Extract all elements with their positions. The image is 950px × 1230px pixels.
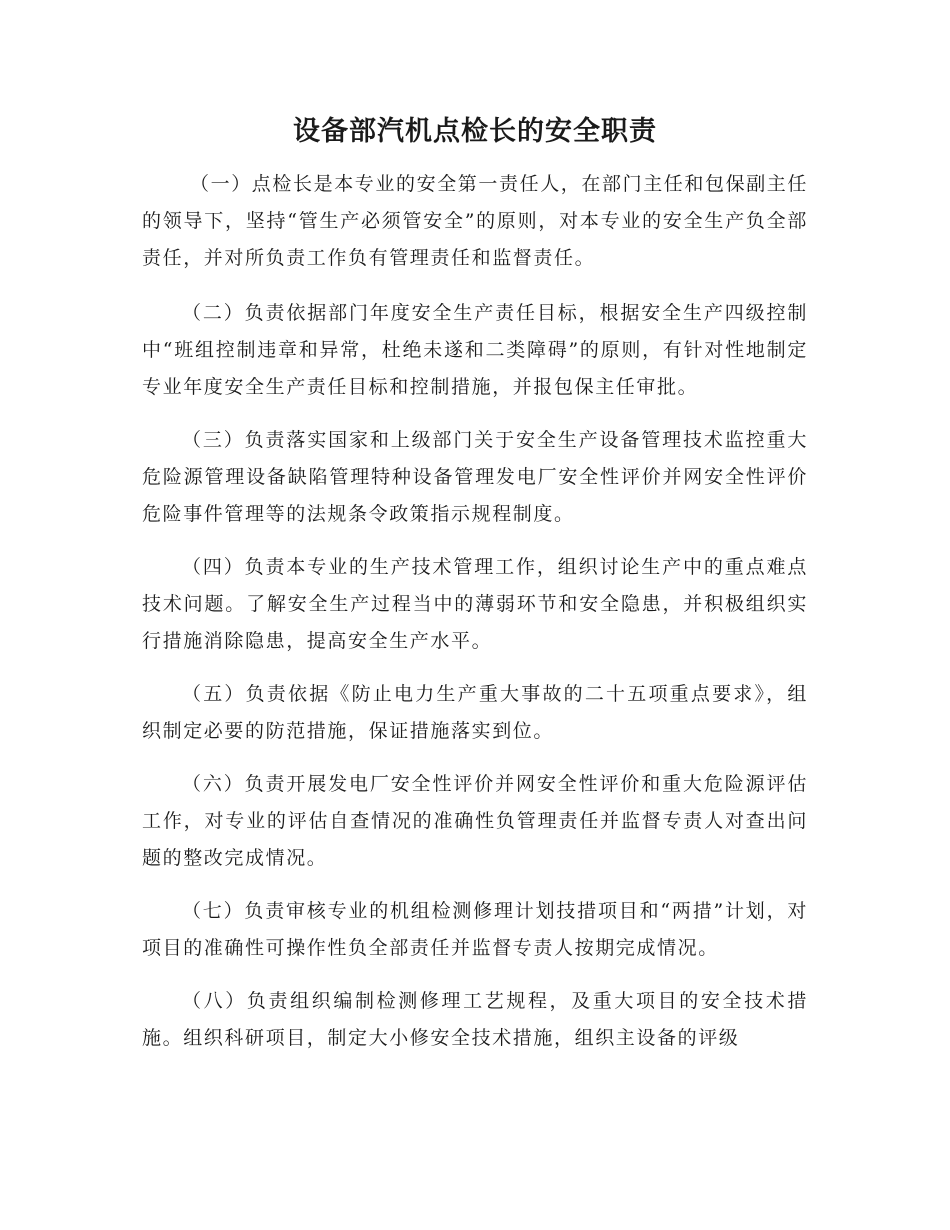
paragraph-8: （八）负责组织编制检测修理工艺规程，及重大项目的安全技术措施。组织科研项目，制定大小修安全技术措施，组织主设备的评级 (142, 990, 808, 1049)
document-page (142, 100, 808, 1073)
document-title: 设备部汽机点检长的安全职责 (293, 116, 657, 147)
paragraph-2: （二）负责依据部门年度安全生产责任目标，根据安全生产四级控制中“班组控制违章和异常，杜绝未遂和二类障碍”的原则，有针对性地制定专业年度安全生产责任目标和控制措施，并报包保主任审批。 (142, 302, 808, 398)
paragraph-4: （四）负责本专业的生产技术管理工作，组织讨论生产中的重点难点技术问题。了解安全生产过程当中的薄弱环节和安全隐患，并积极组织实行措施消除隐患，提高安全生产水平。 (142, 556, 808, 652)
paragraph-7: （七）负责审核专业的机组检测修理计划技措项目和“两措”计划，对项目的准确性可操作性负全部责任并监督专责人按期完成情况。 (142, 900, 808, 959)
paragraph-6: （六）负责开展发电厂安全性评价并网安全性评价和重大危险源评估工作，对专业的评估自查情况的准确性负管理责任并监督专责人对查出问题的整改完成情况。 (142, 773, 808, 869)
paragraph-3: （三）负责落实国家和上级部门关于安全生产设备管理技术监控重大危险源管理设备缺陷管理特种设备管理发电厂安全性评价并网安全性评价危险事件管理等的法规条令政策指示规程制度。 (142, 429, 808, 525)
paragraph-1: （一）点检长是本专业的安全第一责任人，在部门主任和包保副主任的领导下，坚持“管生产必须管安全”的原则，对本专业的安全生产负全部责任，并对所负责工作负有管理责任和监督责任。 (142, 173, 809, 269)
paragraph-5: （五）负责依据《防止电力生产重大事故的二十五项重点要求》，组织制定必要的防范措施，保证措施落实到位。 (142, 683, 808, 742)
